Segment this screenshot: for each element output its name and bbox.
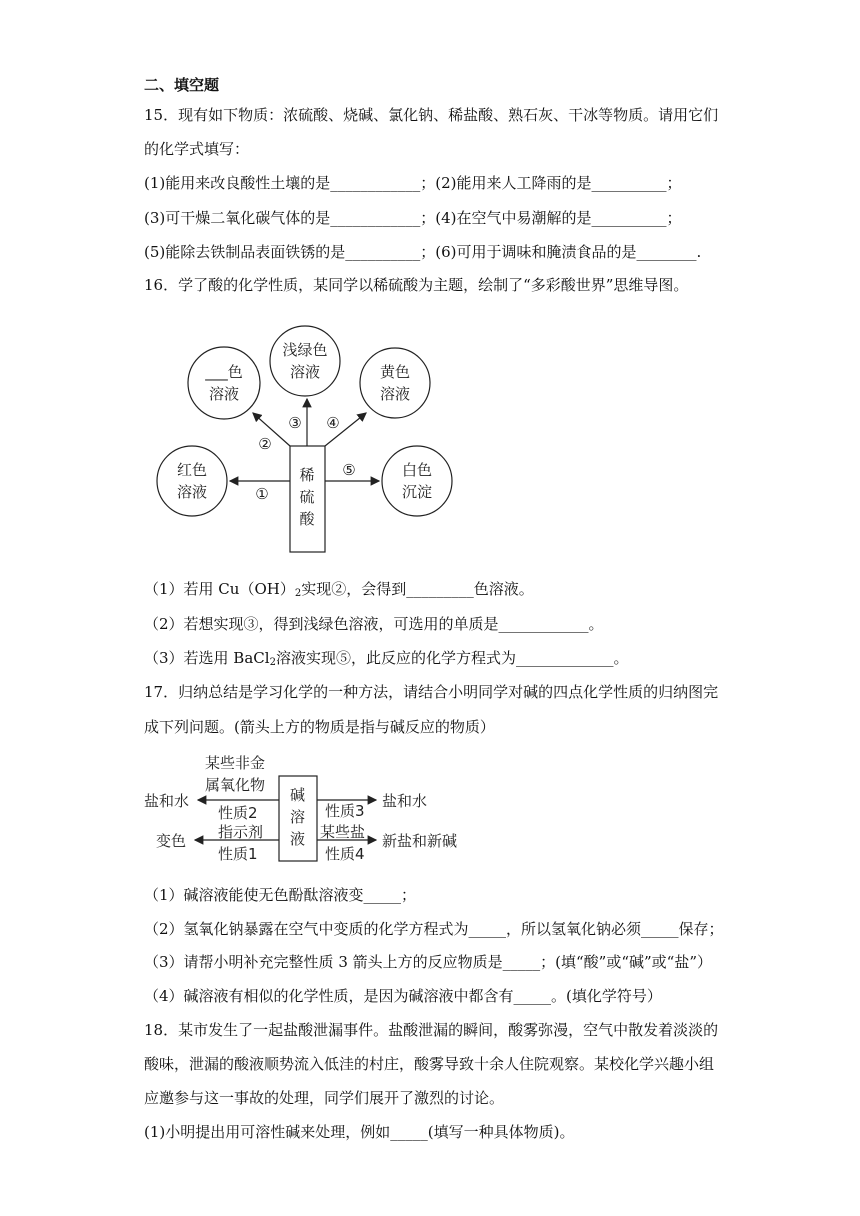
q15-stem-line1: 15．现有如下物质：浓硫酸、烧碱、氯化钠、稀盐酸、熟石灰、干冰等物质。请用它们	[144, 106, 719, 124]
property-4-label: 性质4	[325, 845, 365, 863]
q17-sub1: （1）碱溶液能使无色酚酞溶液变_____；	[144, 886, 417, 904]
base-char-2: 溶	[290, 808, 306, 826]
q16-sub2: （2）若想实现③，得到浅绿色溶液，可选用的单质是____________。	[144, 615, 604, 633]
red-line2: 溶液	[176, 483, 208, 501]
label-5: ⑤	[342, 461, 356, 479]
blank-color-solution-circle	[188, 347, 260, 419]
property-1-label: 性质1	[218, 845, 258, 863]
light-green-solution-circle	[270, 326, 340, 396]
q18-stem-line1: 18．某市发生了一起盐酸泄漏事件。盐酸泄漏的瞬间，酸雾弥漫，空气中散发着淡淡的	[144, 1021, 719, 1039]
white-line1: 白色	[401, 461, 433, 479]
nonmetal-oxide-line2: 属氧化物	[205, 776, 266, 794]
nonmetal-oxide-line1: 某些非金	[205, 754, 266, 772]
red-solution-circle	[157, 446, 227, 516]
some-salt-label: 某些盐	[320, 823, 366, 841]
white-line2: 沉淀	[401, 483, 433, 501]
q15-subquestions-1-2: (1)能用来改良酸性土壤的是____________；(2)能用来人工降雨的是__________；	[144, 174, 682, 192]
red-line1: 红色	[176, 461, 208, 479]
indicator-label: 指示剂	[218, 823, 264, 841]
label-1: ①	[255, 485, 269, 503]
q16-stem: 16．学了酸的化学性质，某同学以稀硫酸为主题，绘制了“多彩酸世界”思维导图。	[144, 276, 689, 294]
q17-sub3: （3）请帮小明补充完整性质 3 箭头上方的反应物质是_____；(填“酸”或“碱”或“盐”）	[144, 953, 712, 971]
label-4: ④	[326, 414, 340, 432]
acid-mind-map-diagram	[150, 325, 460, 557]
white-precipitate-circle	[382, 446, 452, 516]
base-char-1: 碱	[290, 786, 306, 804]
blank-line1: ___色	[205, 363, 243, 381]
base-char-3: 液	[290, 830, 306, 848]
new-salt-new-base-label: 新盐和新碱	[382, 832, 458, 850]
blank-line2: 溶液	[208, 385, 240, 403]
label-3: ③	[288, 414, 302, 432]
q17-stem-line1: 17．归纳总结是学习化学的一种方法，请结合小明同学对碱的四点化学性质的归纳图完	[144, 683, 719, 701]
q15-subquestions-5-6: (5)能除去铁制品表面铁锈的是__________；(6)可用于调味和腌渍食品的是________.	[144, 243, 702, 261]
property-2-label: 性质2	[218, 804, 258, 822]
q16-sub1: （1）若用 $Cu(OH)_2$实现②，会得到_________色溶液。	[144, 580, 534, 599]
q15-subquestions-3-4: (3)可干燥二氧化碳气体的是____________；(4)在空气中易潮解的是__________；	[144, 209, 682, 227]
q17-stem-line2: 成下列问题。(箭头上方的物质是指与碱反应的物质）	[144, 718, 495, 736]
section-title: 二、填空题	[144, 76, 220, 94]
q15-stem-line2: 的化学式填写：	[144, 140, 250, 158]
yellow-line1: 黄色	[379, 363, 411, 381]
green-line1: 浅绿色	[282, 341, 328, 359]
salt-water-right: 盐和水	[382, 792, 428, 810]
yellow-solution-circle	[360, 348, 430, 418]
green-line2: 溶液	[289, 363, 321, 381]
center-char-3: 酸	[299, 510, 315, 528]
q17-sub2: （2）氢氧化钠暴露在空气中变质的化学方程式为_____，所以氢氧化钠必须_____保存；	[144, 920, 724, 938]
property-3-label: 性质3	[325, 802, 365, 820]
yellow-line2: 溶液	[379, 385, 411, 403]
q18-sub1: (1)小明提出用可溶性碱来处理，例如_____(填写一种具体物质)。	[144, 1123, 575, 1141]
color-change-label: 变色	[156, 832, 187, 850]
center-char-1: 稀	[299, 466, 315, 484]
q18-stem-line3: 应邀参与这一事故的处理，同学们展开了激烈的讨论。	[144, 1089, 505, 1107]
q18-stem-line2: 酸味，泄漏的酸液顺势流入低洼的村庄，酸雾导致十余人住院观察。某校化学兴趣小组	[144, 1055, 715, 1073]
q16-sub3: （3）若选用 BaCl$_2$溶液实现⑤，此反应的化学方程式为_____________。	[144, 649, 629, 668]
center-char-2: 硫	[299, 488, 315, 506]
base-properties-diagram	[140, 748, 470, 866]
q17-sub4: （4）碱溶液有相似的化学性质，是因为碱溶液中都含有_____。(填化学符号）	[144, 987, 662, 1005]
salt-water-left: 盐和水	[144, 792, 190, 810]
label-2: ②	[258, 435, 272, 453]
